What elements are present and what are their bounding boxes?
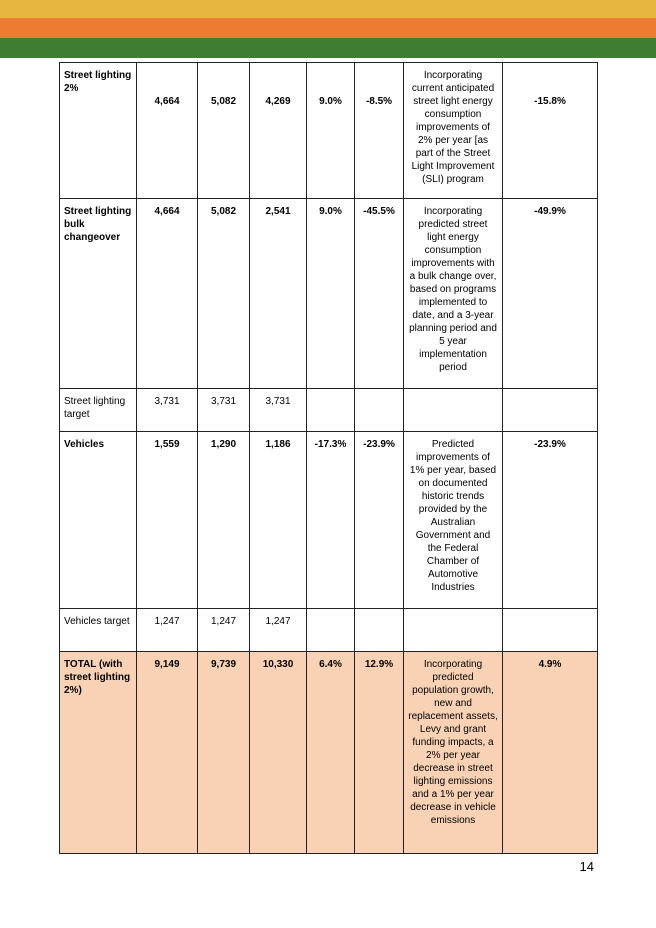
value-cell: 3,731 [250, 389, 307, 432]
change-cell: 12.9% [355, 652, 404, 854]
table-row [60, 389, 598, 432]
header-band-yellow [0, 0, 656, 18]
row-label: Vehicles target [60, 609, 137, 652]
change-cell: 9.0% [307, 199, 355, 389]
row-label: Vehicles [60, 432, 137, 609]
table-row [60, 609, 598, 652]
final-change-cell: 4.9% [503, 652, 598, 854]
page-number: 14 [579, 859, 594, 874]
table-row [60, 432, 598, 609]
description-cell: Incorporating current anticipated street light energy consumption improvements of 2% per year [as part of the Street Light Improvement (SLI) program [404, 63, 503, 199]
change-cell [355, 389, 404, 432]
value-cell: 5,082 [198, 63, 250, 199]
emissions-table [59, 62, 598, 854]
value-cell: 1,186 [250, 432, 307, 609]
change-cell: -45.5% [355, 199, 404, 389]
description-cell: Incorporating predicted population growth, new and replacement assets, Levy and grant funding impacts, a 2% per year decrease in street lighting emissions and a 1% per year decrease in vehicle emissions [404, 652, 503, 854]
description-cell: Incorporating predicted street light energy consumption improvements with a bulk change over, based on programs implemented to date, and a 3-year planning period and 5 year implementation period [404, 199, 503, 389]
change-cell: -23.9% [355, 432, 404, 609]
final-change-cell [503, 389, 598, 432]
value-cell: 3,731 [137, 389, 198, 432]
change-cell: -8.5% [355, 63, 404, 199]
value-cell: 1,247 [137, 609, 198, 652]
row-label: Street lighting 2% [60, 63, 137, 199]
final-change-cell: -49.9% [503, 199, 598, 389]
value-cell: 2,541 [250, 199, 307, 389]
header-band-green [0, 38, 656, 58]
value-cell: 1,290 [198, 432, 250, 609]
row-label: Street lighting bulk changeover [60, 199, 137, 389]
change-cell [307, 609, 355, 652]
description-cell [404, 389, 503, 432]
change-cell [355, 609, 404, 652]
value-cell: 10,330 [250, 652, 307, 854]
value-cell: 4,664 [137, 199, 198, 389]
final-change-cell [503, 609, 598, 652]
table-row [60, 199, 598, 389]
total-row [60, 652, 598, 854]
final-change-cell: -15.8% [503, 63, 598, 199]
value-cell: 4,664 [137, 63, 198, 199]
row-label: TOTAL (with street lighting 2%) [60, 652, 137, 854]
description-cell [404, 609, 503, 652]
value-cell: 9,739 [198, 652, 250, 854]
change-cell: -17.3% [307, 432, 355, 609]
value-cell: 4,269 [250, 63, 307, 199]
change-cell: 9.0% [307, 63, 355, 199]
change-cell [307, 389, 355, 432]
change-cell: 6.4% [307, 652, 355, 854]
value-cell: 3,731 [198, 389, 250, 432]
value-cell: 1,247 [250, 609, 307, 652]
final-change-cell: -23.9% [503, 432, 598, 609]
row-label: Street lighting target [60, 389, 137, 432]
header-band-orange [0, 18, 656, 38]
description-cell: Predicted improvements of 1% per year, based on documented historic trends provided by the Australian Government and the Federal Chamber of Automotive Industries [404, 432, 503, 609]
value-cell: 5,082 [198, 199, 250, 389]
value-cell: 1,559 [137, 432, 198, 609]
table-row [60, 63, 598, 199]
value-cell: 9,149 [137, 652, 198, 854]
value-cell: 1,247 [198, 609, 250, 652]
